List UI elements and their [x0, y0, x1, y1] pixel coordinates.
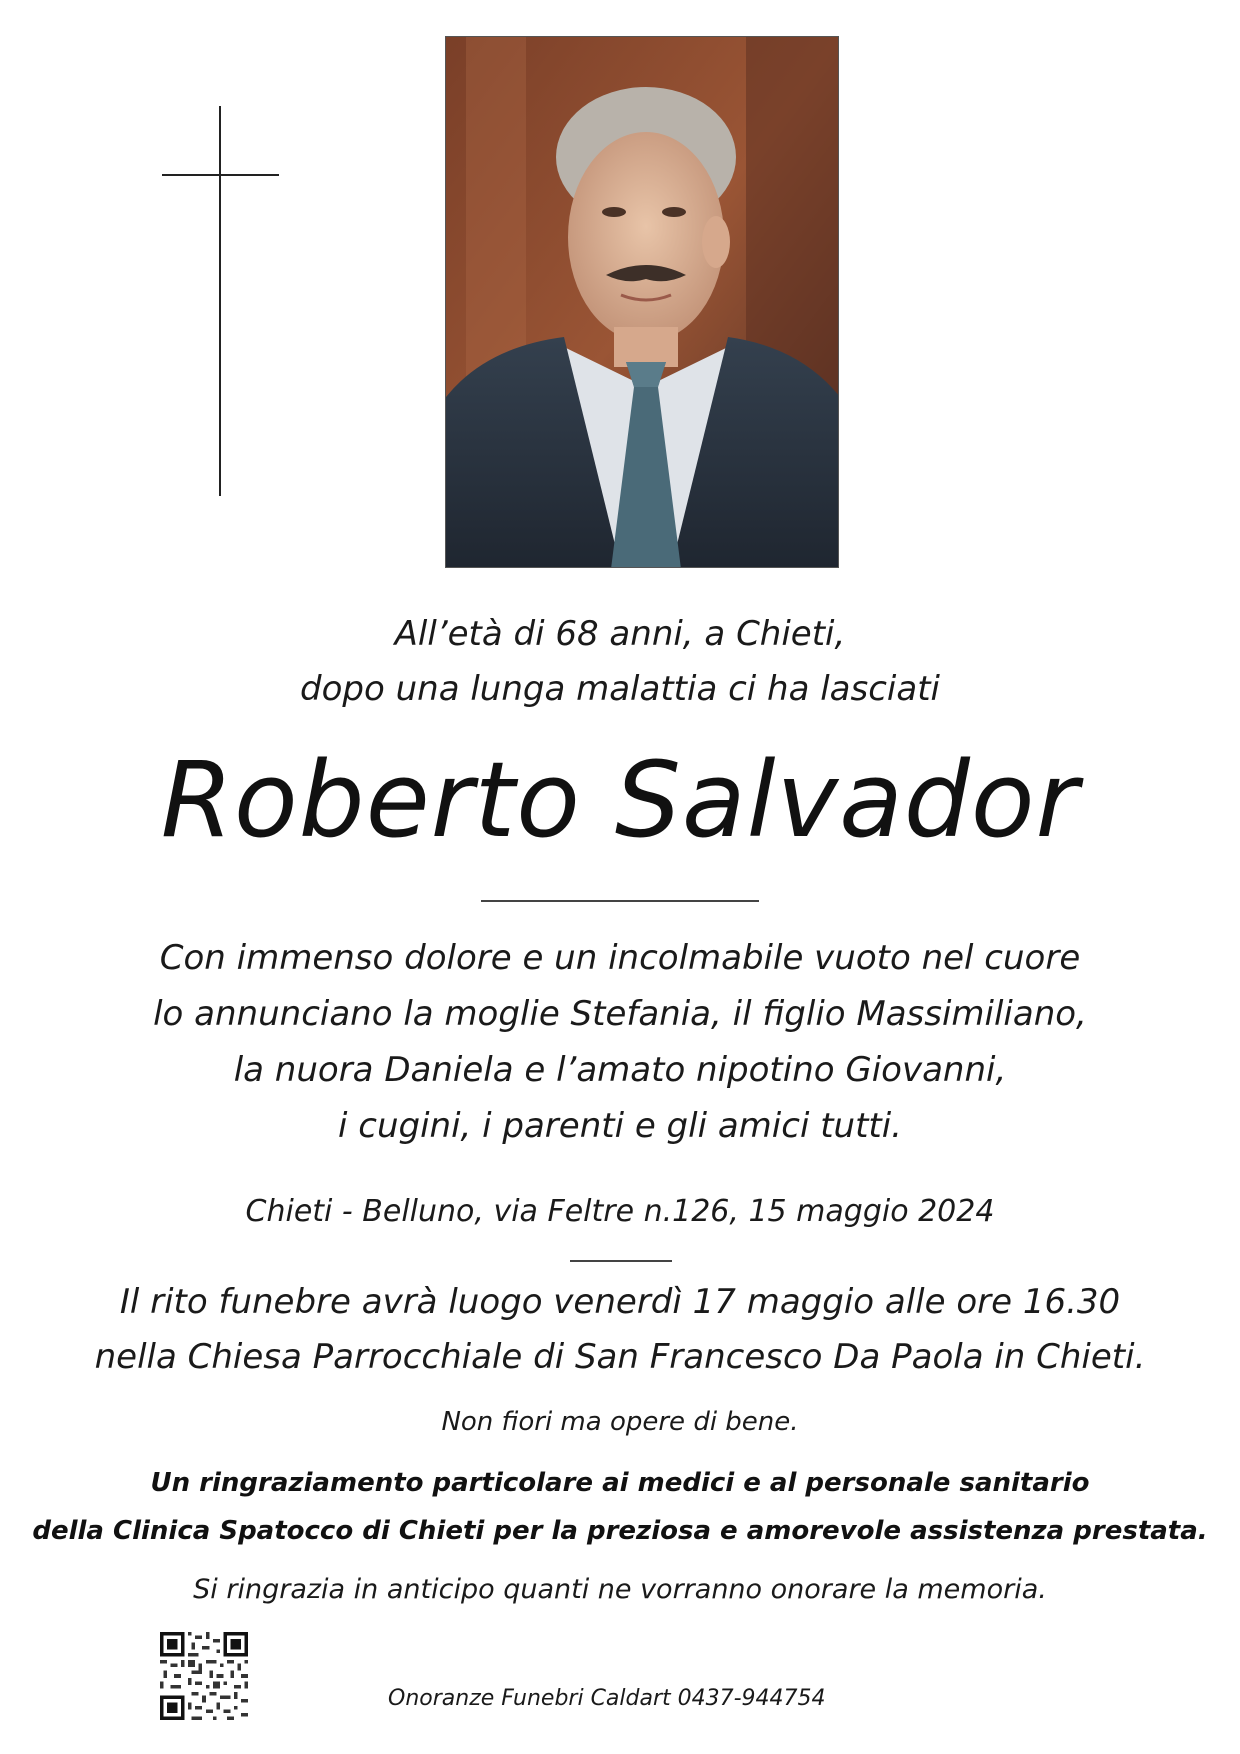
deceased-name: Roberto Salvador: [160, 739, 1080, 861]
thanks-line-2: della Clinica Spatocco di Chieti per la preziosa e amorevole assistenza prestata.: [32, 1516, 1208, 1546]
no-flowers-note: Non fiori ma opere di bene.: [441, 1407, 799, 1437]
thanks-line-1: Un ringraziamento particolare ai medici e al personale sanitario: [150, 1468, 1090, 1498]
announcement-line-4: i cugini, i parenti e gli amici tutti.: [338, 1106, 902, 1146]
divider-top: [481, 900, 759, 902]
cross-icon-arm: [162, 174, 279, 176]
divider-bottom: [570, 1260, 672, 1262]
cross-icon: [219, 106, 221, 496]
memory-note: Si ringrazia in anticipo quanti ne vorranno onorare la memoria.: [193, 1574, 1047, 1605]
place-date: Chieti - Belluno, via Feltre n.126, 15 maggio 2024: [245, 1194, 995, 1229]
intro-line-1: All’età di 68 anni, a Chieti,: [394, 614, 846, 654]
intro-line-2: dopo una lunga malattia ci ha lasciati: [300, 669, 940, 709]
rite-line-2: nella Chiesa Parrocchiale di San Francesco Da Paola in Chieti.: [94, 1337, 1146, 1377]
rite-line-1: Il rito funebre avrà luogo venerdì 17 maggio alle ore 16.30: [119, 1282, 1121, 1322]
portrait-photo: [445, 36, 839, 568]
announcement-line-2: lo annunciano la moglie Stefania, il figlio Massimiliano,: [153, 994, 1087, 1034]
announcement-line-1: Con immenso dolore e un incolmabile vuoto nel cuore: [159, 938, 1081, 978]
funeral-home-footer: Onoranze Funebri Caldart 0437-944754: [388, 1686, 826, 1711]
announcement-line-3: la nuora Daniela e l’amato nipotino Giovanni,: [233, 1050, 1007, 1090]
qr-code-icon: [160, 1632, 248, 1720]
